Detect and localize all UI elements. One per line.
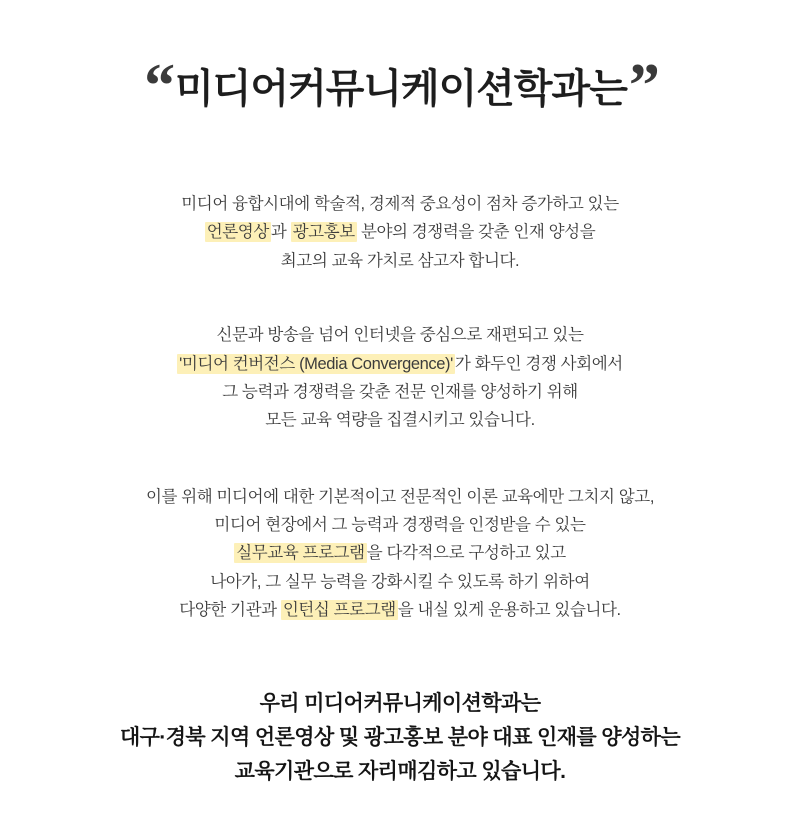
text-run: 을 내실 있게 운용하고 있습니다. <box>397 601 621 620</box>
closing-line: 우리 미디어커뮤니케이션학과는 <box>259 691 541 715</box>
text-run: 을 다각적으로 구성하고 있고 <box>366 544 566 563</box>
text-run: 최고의 교육 가치로 삼고자 합니다. <box>280 251 520 270</box>
text-run: 과 <box>270 223 291 242</box>
highlighted-term: 언론영상 <box>206 223 269 242</box>
text-run: 이를 위해 미디어에 대한 기본적이고 전문적인 이론 교육에만 그치지 않고, <box>145 487 654 506</box>
paragraph-line <box>181 218 619 246</box>
paragraph-1 <box>181 190 619 275</box>
text-run: 그 능력과 경쟁력을 갖춘 전문 인재를 양성하기 위해 <box>222 382 578 401</box>
paragraph-line <box>181 190 619 218</box>
text-run: 가 화두인 경쟁 사회에서 <box>454 354 623 373</box>
paragraph-line <box>146 568 654 596</box>
text-run: 모든 교육 역량을 집결시키고 있습니다. <box>265 411 535 430</box>
text-run: 미디어 융합시대에 학술적, 경제적 중요성이 점차 증가하고 있는 <box>181 195 619 213</box>
open-quote-icon: “ <box>144 52 172 120</box>
headline-text: 미디어커뮤니케이션학과는 <box>175 67 627 111</box>
paragraph-3 <box>146 483 654 625</box>
page-title <box>0 52 800 120</box>
text-run: 다양한 기관과 <box>179 601 281 620</box>
paragraph-line <box>181 247 619 275</box>
paragraph-line <box>146 596 654 624</box>
paragraph-line <box>177 406 623 434</box>
highlighted-term: 광고홍보 <box>292 223 355 242</box>
text-run: 미디어 현장에서 그 능력과 경쟁력을 인정받을 수 있는 <box>214 516 586 534</box>
highlighted-term: '미디어 컨버전스 (Media Convergence)' <box>179 354 453 373</box>
text-run: 신문과 방송을 넘어 인터넷을 중심으로 재편되고 있는 <box>216 326 584 345</box>
paragraph-line <box>146 539 654 567</box>
paragraph-line <box>146 511 654 539</box>
paragraph-line <box>177 350 623 378</box>
paragraph-2 <box>177 321 623 435</box>
paragraph-line <box>146 483 654 511</box>
text-run: 나아가, 그 실무 능력을 강화시킬 수 있도록 하기 위하여 <box>210 572 590 591</box>
closing-line: 대구·경북 지역 언론영상 및 광고홍보 분야 대표 인재를 양성하는 <box>119 725 681 749</box>
closing-statement <box>120 687 680 789</box>
highlighted-term: 실무교육 프로그램 <box>236 544 365 563</box>
highlighted-term: 인턴십 프로그램 <box>282 601 396 620</box>
paragraph-line <box>177 378 623 406</box>
closing-line: 교육기관으로 자리매김하고 있습니다. <box>234 759 566 783</box>
text-run: 분야의 경쟁력을 갖춘 인재 양성을 <box>356 223 596 242</box>
close-quote-icon: ” <box>628 52 656 120</box>
paragraph-line <box>177 321 623 349</box>
